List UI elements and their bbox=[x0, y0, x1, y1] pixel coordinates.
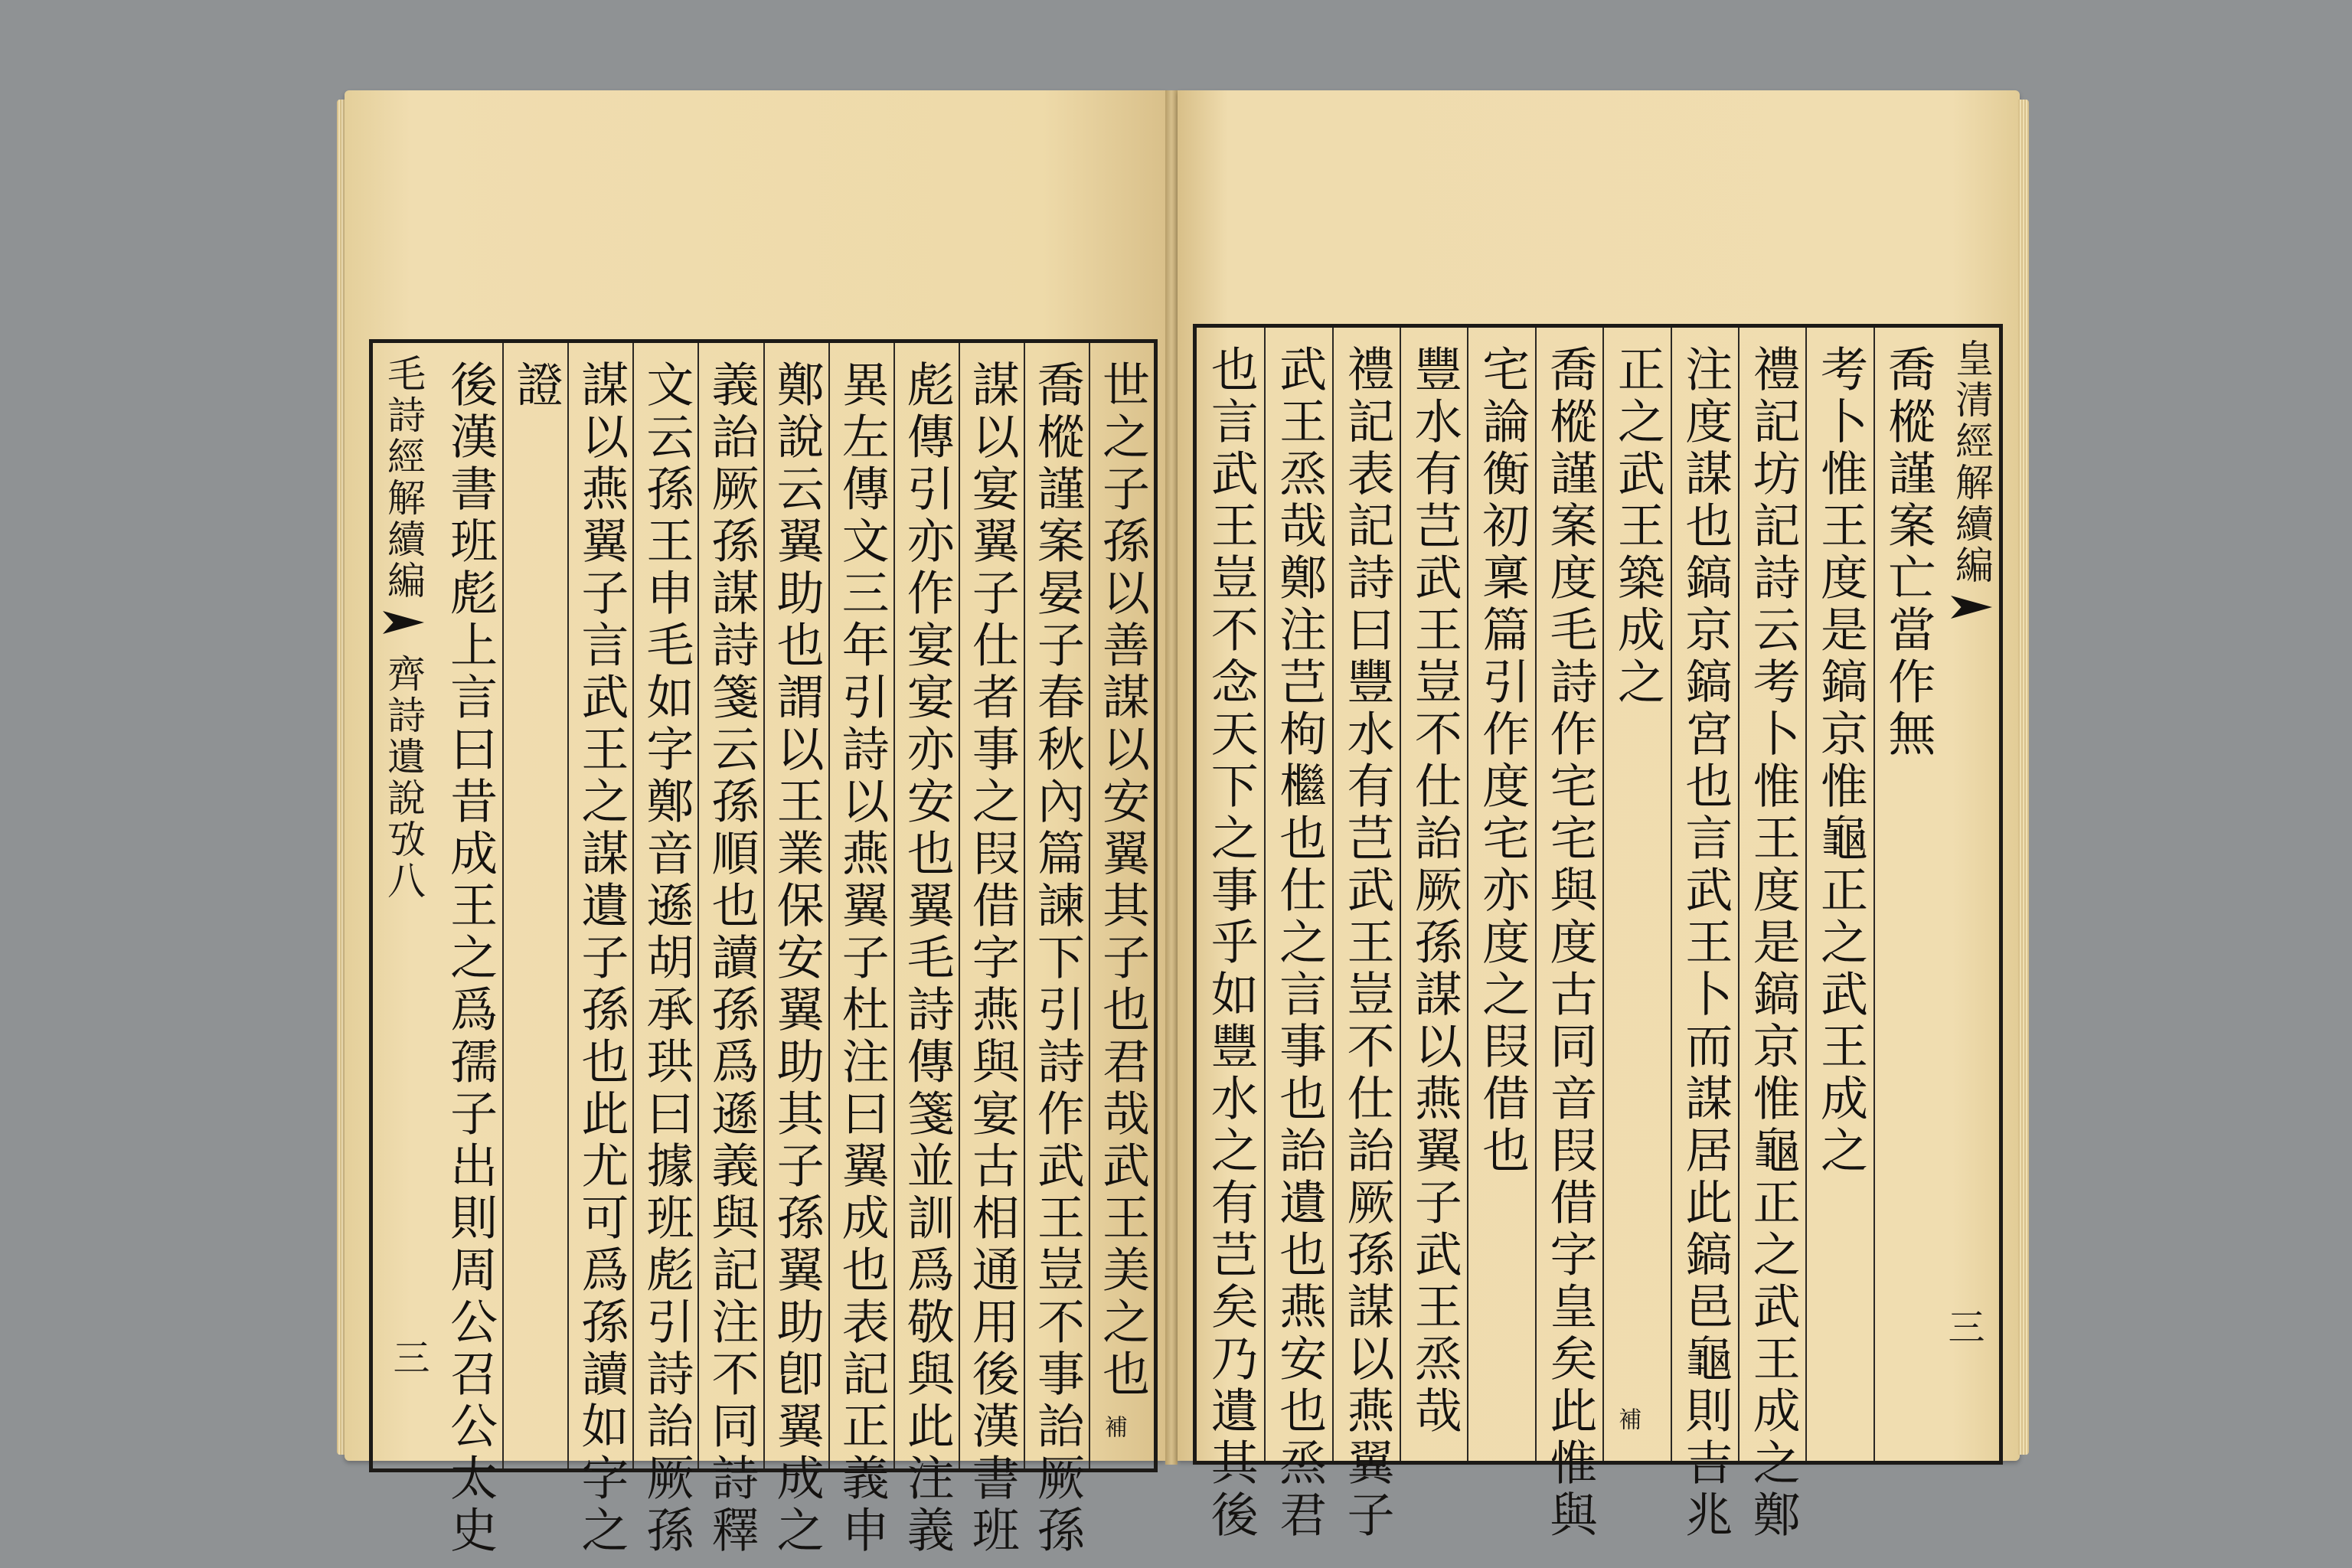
page-edges-right bbox=[2018, 100, 2029, 1455]
fishtail-mark-icon bbox=[1951, 596, 1992, 619]
text-column bbox=[828, 343, 893, 1557]
text-column bbox=[1024, 343, 1089, 1557]
text-column bbox=[1332, 328, 1400, 1542]
text-column bbox=[1805, 328, 1873, 1461]
text-column bbox=[1535, 328, 1602, 1542]
column-text: 喬樅謹案晏子春秋內篇諫下引詩作武王豈不事詒厥孫 bbox=[1029, 360, 1086, 1557]
column-text: 文云孫王申毛如字鄭音遜胡承珙曰據班彪引詩詒厥孫 bbox=[638, 360, 694, 1557]
text-column bbox=[1873, 328, 1941, 1461]
text-column bbox=[567, 343, 632, 1557]
annotation-mark: 補 bbox=[1099, 1415, 1127, 1438]
fold-title: 毛詩經解續編 bbox=[381, 354, 426, 602]
leaf-number: 三 bbox=[1942, 1308, 1984, 1344]
text-column bbox=[893, 343, 959, 1557]
column-text: 考卜惟王度是鎬京惟龜正之武王成之 bbox=[1812, 345, 1869, 1178]
text-column bbox=[1197, 328, 1264, 1542]
text-column bbox=[1467, 328, 1534, 1461]
text-column bbox=[697, 343, 763, 1557]
column-text: 禮記表記詩曰豐水有芑武王豈不仕詒厥孫謀以燕翼子 bbox=[1338, 345, 1395, 1542]
column-text: 注度謀也鎬京鎬宮也言武王卜而謀居此鎬邑龜則吉兆 bbox=[1677, 345, 1733, 1542]
annotation-mark: 補 bbox=[1614, 1407, 1642, 1430]
text-column bbox=[1400, 328, 1467, 1461]
column-text: 豐水有芑武王豈不仕詒厥孫謀以燕翼子武王烝哉 bbox=[1406, 345, 1463, 1438]
text-column bbox=[1738, 328, 1805, 1542]
column-text: 證 bbox=[508, 360, 564, 412]
left-columns bbox=[437, 343, 1154, 1557]
right-columns bbox=[1197, 328, 1941, 1542]
fold-title: 皇清經解續編 bbox=[1949, 338, 1994, 586]
text-column bbox=[1264, 328, 1331, 1542]
column-text: 異左傳文三年引詩以燕翼子杜注曰翼成也表記正義申 bbox=[834, 360, 890, 1557]
column-text: 也言武王豈不念天下之事乎如豐水之有芑矣乃遺其後 bbox=[1203, 345, 1259, 1542]
text-column bbox=[437, 343, 502, 1557]
text-column bbox=[502, 343, 567, 1468]
leaf-number: 三 bbox=[387, 1338, 430, 1375]
text-column bbox=[763, 343, 828, 1557]
column-text: 謀以宴翼子仕者事之叚借字燕與宴古相通用後漢書班 bbox=[964, 360, 1021, 1557]
open-book bbox=[337, 90, 2029, 1557]
column-text: 喬樅謹案亡當作無 bbox=[1880, 345, 1936, 761]
fold-subtitle: 齊詩遺說攷八 bbox=[381, 654, 426, 902]
left-fold-column bbox=[371, 343, 436, 1468]
fishtail-mark-icon bbox=[383, 611, 424, 634]
column-text: 禮記坊記詩云考卜惟王度是鎬京惟龜正之武王成之鄭 bbox=[1745, 345, 1802, 1542]
column-text: 世之子孫以善謀以安翼其子也君哉武王美之也 bbox=[1094, 360, 1151, 1401]
text-column bbox=[1089, 343, 1154, 1468]
column-text: 義詒厥孫謀詩箋云孫順也讀孫爲遜義與記注不同詩釋 bbox=[703, 360, 760, 1557]
text-column bbox=[632, 343, 697, 1557]
column-text: 宅論衡初稟篇引作度宅亦度之叚借也 bbox=[1474, 345, 1530, 1178]
column-text: 武王烝哉鄭注芑枸檵也仕之言事也詒遺也燕安也烝君 bbox=[1271, 345, 1328, 1542]
column-text: 後漢書班彪上言曰昔成王之爲孺子出則周公召公太史 bbox=[442, 360, 498, 1557]
left-print-block bbox=[369, 339, 1158, 1557]
column-text: 謀以燕翼子言武王之謀遺子孫也此尤可爲孫讀如字之 bbox=[573, 360, 629, 1557]
text-column bbox=[1602, 328, 1670, 1461]
text-column bbox=[959, 343, 1024, 1557]
book-gutter bbox=[1165, 90, 1178, 1465]
column-text: 鄭說云翼助也謂以王業保安翼助其子孫翼助卽翼成之 bbox=[769, 360, 825, 1557]
right-fold-column bbox=[1942, 328, 2001, 1461]
column-text: 正之武王築成之 bbox=[1609, 345, 1666, 709]
right-print-block bbox=[1193, 324, 2003, 1542]
column-text: 喬樅謹案度毛詩作宅宅與度古同音叚借字皇矣此惟與 bbox=[1542, 345, 1599, 1542]
text-column bbox=[1671, 328, 1738, 1542]
column-text: 彪傳引亦作宴宴亦安也翼毛詩傳箋並訓爲敬與此注義 bbox=[899, 360, 956, 1557]
